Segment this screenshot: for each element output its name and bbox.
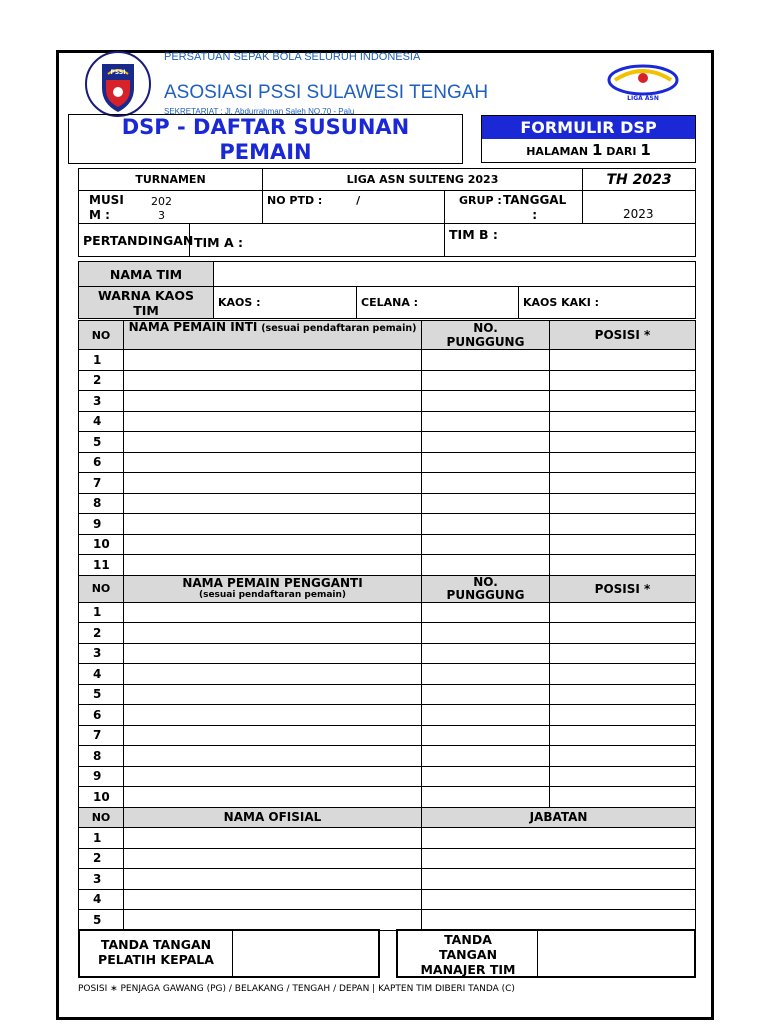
pengganti-row [79, 746, 696, 767]
title-box [68, 114, 463, 164]
inti-row [79, 391, 696, 412]
tanggal-label: TANGGAL : [503, 193, 567, 222]
pengganti-row [79, 725, 696, 746]
inti-row-number: 2 [79, 370, 124, 391]
inti-punggung-cell[interactable] [422, 473, 550, 494]
pengganti-section [79, 575, 696, 807]
inti-row [79, 350, 696, 371]
coach-signature-field[interactable] [234, 931, 374, 976]
manager-signature-field[interactable] [539, 931, 689, 976]
pengganti-posisi-cell[interactable] [550, 725, 696, 746]
inti-name-cell[interactable] [124, 411, 422, 432]
ofisial-row [79, 828, 696, 849]
pertandingan-label: PERTANDINGAN [79, 224, 190, 257]
inti-punggung-cell[interactable] [422, 411, 550, 432]
ofisial-name-cell[interactable] [124, 828, 422, 849]
inti-punggung-cell[interactable] [422, 493, 550, 514]
coach-signature-divider [232, 931, 233, 976]
pengganti-name-cell[interactable] [124, 664, 422, 685]
nama-tim-field[interactable] [214, 262, 696, 287]
manager-signature-box [396, 929, 696, 978]
inti-punggung-cell[interactable] [422, 370, 550, 391]
inti-punggung-cell[interactable] [422, 514, 550, 535]
tanggal-value: 2023 [623, 207, 654, 221]
inti-row-number: 11 [79, 555, 124, 576]
pengganti-posisi-cell[interactable] [550, 787, 696, 808]
inti-row-number: 7 [79, 473, 124, 494]
page-prefix: HALAMAN [526, 145, 589, 158]
pengganti-punggung-cell[interactable] [422, 725, 550, 746]
inti-posisi-cell[interactable] [550, 411, 696, 432]
inti-posisi-cell[interactable] [550, 452, 696, 473]
liga-asn-logo-text: LIGA ASN [627, 95, 659, 102]
team-table [78, 261, 696, 319]
inti-posisi-cell[interactable] [550, 391, 696, 412]
pssi-logo [84, 50, 152, 118]
inti-posisi-cell[interactable] [550, 473, 696, 494]
inti-name-note: (sesuai pendaftaran pemain) [261, 323, 417, 334]
title-line-1: DSP - DAFTAR SUSUNAN [121, 115, 410, 139]
ofisial-row-number: 2 [79, 848, 124, 869]
inti-row [79, 411, 696, 432]
pengganti-punggung-cell[interactable] [422, 602, 550, 623]
tanggal-cell[interactable] [503, 191, 696, 224]
turnamen-value: LIGA ASN SULTENG 2023 [263, 169, 583, 191]
pengganti-name-cell[interactable] [124, 787, 422, 808]
ofisial-jabatan-header: JABATAN [422, 807, 696, 828]
inti-name-cell[interactable] [124, 391, 422, 412]
players-table [78, 320, 696, 931]
coach-signature-label: TANDA TANGAN PELATIH KEPALA [98, 937, 214, 967]
inti-name-cell[interactable] [124, 493, 422, 514]
inti-row [79, 555, 696, 576]
org-top-name: PERSATUAN SEPAK BOLA SELURUH INDONESIA [164, 51, 421, 63]
form-id-box [481, 115, 696, 163]
inti-row-number: 4 [79, 411, 124, 432]
pengganti-name-cell[interactable] [124, 766, 422, 787]
manager-signature-label: TANDA TANGAN MANAJER TIM [420, 932, 516, 977]
inti-section [79, 321, 696, 576]
pengganti-posisi-cell[interactable] [550, 705, 696, 726]
inti-posisi-cell[interactable] [550, 555, 696, 576]
inti-punggung-cell[interactable] [422, 432, 550, 453]
footer-note: POSISI ∗ PENJAGA GAWANG (PG) / BELAKANG / TENGAH / DEPAN | KAPTEN TIM DIBERI TANDA (C) [78, 984, 515, 994]
inti-row [79, 534, 696, 555]
page-number: 1 [591, 141, 603, 159]
org-address: SEKRETARIAT : Jl. Abdurrahman Saleh NO.70 - Palu [164, 107, 355, 116]
pssi-logo-text: PSSI [110, 69, 126, 76]
inti-punggung-cell[interactable] [422, 534, 550, 555]
inti-punggung-cell[interactable] [422, 391, 550, 412]
tim-a-label[interactable]: TIM A : [190, 224, 445, 257]
pengganti-row [79, 602, 696, 623]
inti-row-number: 6 [79, 452, 124, 473]
inti-row [79, 473, 696, 494]
ptd-label: NO PTD : [267, 194, 323, 207]
ofisial-row-number: 1 [79, 828, 124, 849]
pengganti-row [79, 787, 696, 808]
ofisial-name-cell[interactable] [124, 869, 422, 890]
org-main-name: ASOSIASI PSSI SULAWESI TENGAH [164, 82, 489, 103]
pengganti-row [79, 705, 696, 726]
ofisial-section [79, 807, 696, 930]
pengganti-name-cell[interactable] [124, 684, 422, 705]
inti-row-number: 9 [79, 514, 124, 535]
inti-row-number: 5 [79, 432, 124, 453]
musim-value[interactable]: 202 3 [151, 195, 172, 222]
pengganti-name-cell[interactable] [124, 602, 422, 623]
pengganti-row-number: 1 [79, 602, 124, 623]
ofisial-name-cell[interactable] [124, 910, 422, 931]
inti-row-number: 3 [79, 391, 124, 412]
inti-row [79, 452, 696, 473]
pengganti-row-number: 3 [79, 643, 124, 664]
pengganti-punggung-cell[interactable] [422, 746, 550, 767]
pengganti-posisi-cell[interactable] [550, 684, 696, 705]
pengganti-punggung-cell[interactable] [422, 664, 550, 685]
kaos-label[interactable]: KAOS : [214, 287, 357, 319]
pengganti-row-number: 8 [79, 746, 124, 767]
ofisial-row [79, 848, 696, 869]
inti-name-cell[interactable] [124, 452, 422, 473]
pengganti-posisi-cell[interactable] [550, 623, 696, 644]
pengganti-row [79, 766, 696, 787]
ptd-separator: / [356, 194, 361, 207]
pengganti-punggung-cell[interactable] [422, 787, 550, 808]
celana-label[interactable]: CELANA : [357, 287, 519, 319]
pengganti-punggung-header: NO. PUNGGUNG [422, 575, 550, 602]
inti-punggung-cell[interactable] [422, 350, 550, 371]
match-info-table [78, 168, 696, 257]
inti-name-header [124, 321, 422, 350]
pengganti-row [79, 684, 696, 705]
ofisial-name-cell[interactable] [124, 889, 422, 910]
ofisial-no-header: NO [79, 807, 124, 828]
inti-posisi-header: POSISI * [550, 321, 696, 350]
pengganti-punggung-cell[interactable] [422, 705, 550, 726]
pengganti-row [79, 664, 696, 685]
pengganti-name-cell[interactable] [124, 643, 422, 664]
ptd-cell[interactable] [263, 191, 445, 224]
page-total: 1 [640, 141, 651, 159]
inti-row [79, 493, 696, 514]
inti-name-cell[interactable] [124, 534, 422, 555]
pengganti-punggung-cell[interactable] [422, 643, 550, 664]
inti-row [79, 514, 696, 535]
form-label: FORMULIR DSP [482, 116, 695, 139]
inti-row-number: 8 [79, 493, 124, 514]
inti-name-cell[interactable] [124, 370, 422, 391]
ofisial-row [79, 910, 696, 931]
pengganti-row-number: 4 [79, 664, 124, 685]
ofisial-name-cell[interactable] [124, 848, 422, 869]
ofisial-row [79, 869, 696, 890]
pengganti-row-number: 6 [79, 705, 124, 726]
inti-name-title: NAMA PEMAIN INTI [128, 320, 258, 334]
ofisial-jabatan-cell[interactable] [422, 828, 696, 849]
inti-name-cell[interactable] [124, 432, 422, 453]
pengganti-name-cell[interactable] [124, 746, 422, 767]
ofisial-row-number: 3 [79, 869, 124, 890]
musim-cell [79, 191, 263, 224]
manager-signature-divider [537, 931, 538, 976]
inti-name-cell[interactable] [124, 473, 422, 494]
inti-punggung-header: NO. PUNGGUNG [422, 321, 550, 350]
inti-posisi-cell[interactable] [550, 370, 696, 391]
pengganti-row [79, 643, 696, 664]
grup-label[interactable]: GRUP : [445, 191, 583, 224]
kaos-kaki-label[interactable]: KAOS KAKI : [519, 287, 696, 319]
inti-posisi-cell[interactable] [550, 514, 696, 535]
pengganti-posisi-cell[interactable] [550, 602, 696, 623]
pengganti-no-header: NO [79, 575, 124, 602]
pengganti-name-note: (sesuai pendaftaran pemain) [198, 589, 347, 600]
pengganti-row-number: 9 [79, 766, 124, 787]
year-value: TH 2023 [583, 169, 696, 191]
pengganti-posisi-cell[interactable] [550, 766, 696, 787]
nama-tim-label: NAMA TIM [79, 262, 214, 287]
pengganti-name-cell[interactable] [124, 705, 422, 726]
inti-posisi-cell[interactable] [550, 350, 696, 371]
pengganti-name-cell[interactable] [124, 623, 422, 644]
pengganti-row-number: 5 [79, 684, 124, 705]
inti-name-cell[interactable] [124, 514, 422, 535]
ofisial-row [79, 889, 696, 910]
pengganti-row-number: 10 [79, 787, 124, 808]
musim-label: MUSI M : [89, 193, 124, 222]
inti-row [79, 370, 696, 391]
ofisial-jabatan-cell[interactable] [422, 869, 696, 890]
pengganti-name-cell[interactable] [124, 725, 422, 746]
pengganti-name-title: NAMA PEMAIN PENGGANTI [182, 575, 363, 590]
ofisial-jabatan-cell[interactable] [422, 848, 696, 869]
pengganti-posisi-cell[interactable] [550, 746, 696, 767]
pengganti-punggung-cell[interactable] [422, 684, 550, 705]
pengganti-punggung-cell[interactable] [422, 766, 550, 787]
liga-asn-logo [605, 62, 681, 104]
coach-signature-box [78, 929, 380, 978]
inti-punggung-cell[interactable] [422, 555, 550, 576]
title-line-2: PEMAIN [219, 140, 312, 164]
tim-b-label[interactable]: TIM B : [445, 224, 696, 257]
ofisial-row-number: 5 [79, 910, 124, 931]
pengganti-row-number: 2 [79, 623, 124, 644]
turnamen-label: TURNAMEN [79, 169, 263, 191]
pengganti-name-header [124, 575, 422, 602]
inti-row-number: 10 [79, 534, 124, 555]
inti-punggung-cell[interactable] [422, 452, 550, 473]
ofisial-name-header: NAMA OFISIAL [124, 807, 422, 828]
inti-name-cell[interactable] [124, 555, 422, 576]
pengganti-row [79, 623, 696, 644]
pengganti-posisi-cell[interactable] [550, 643, 696, 664]
inti-posisi-cell[interactable] [550, 534, 696, 555]
ofisial-jabatan-cell[interactable] [422, 910, 696, 931]
inti-no-header: NO [79, 321, 124, 350]
pengganti-punggung-cell[interactable] [422, 623, 550, 644]
pengganti-row-number: 7 [79, 725, 124, 746]
inti-posisi-cell[interactable] [550, 432, 696, 453]
inti-posisi-cell[interactable] [550, 493, 696, 514]
warna-kaos-label: WARNA KAOS TIM [79, 287, 214, 319]
page-mid: DARI [606, 145, 637, 158]
ofisial-row-number: 4 [79, 889, 124, 910]
ofisial-jabatan-cell[interactable] [422, 889, 696, 910]
inti-row-number: 1 [79, 350, 124, 371]
form-page-info [482, 139, 695, 163]
pengganti-posisi-cell[interactable] [550, 664, 696, 685]
inti-row [79, 432, 696, 453]
inti-name-cell[interactable] [124, 350, 422, 371]
pengganti-posisi-header: POSISI * [550, 575, 696, 602]
